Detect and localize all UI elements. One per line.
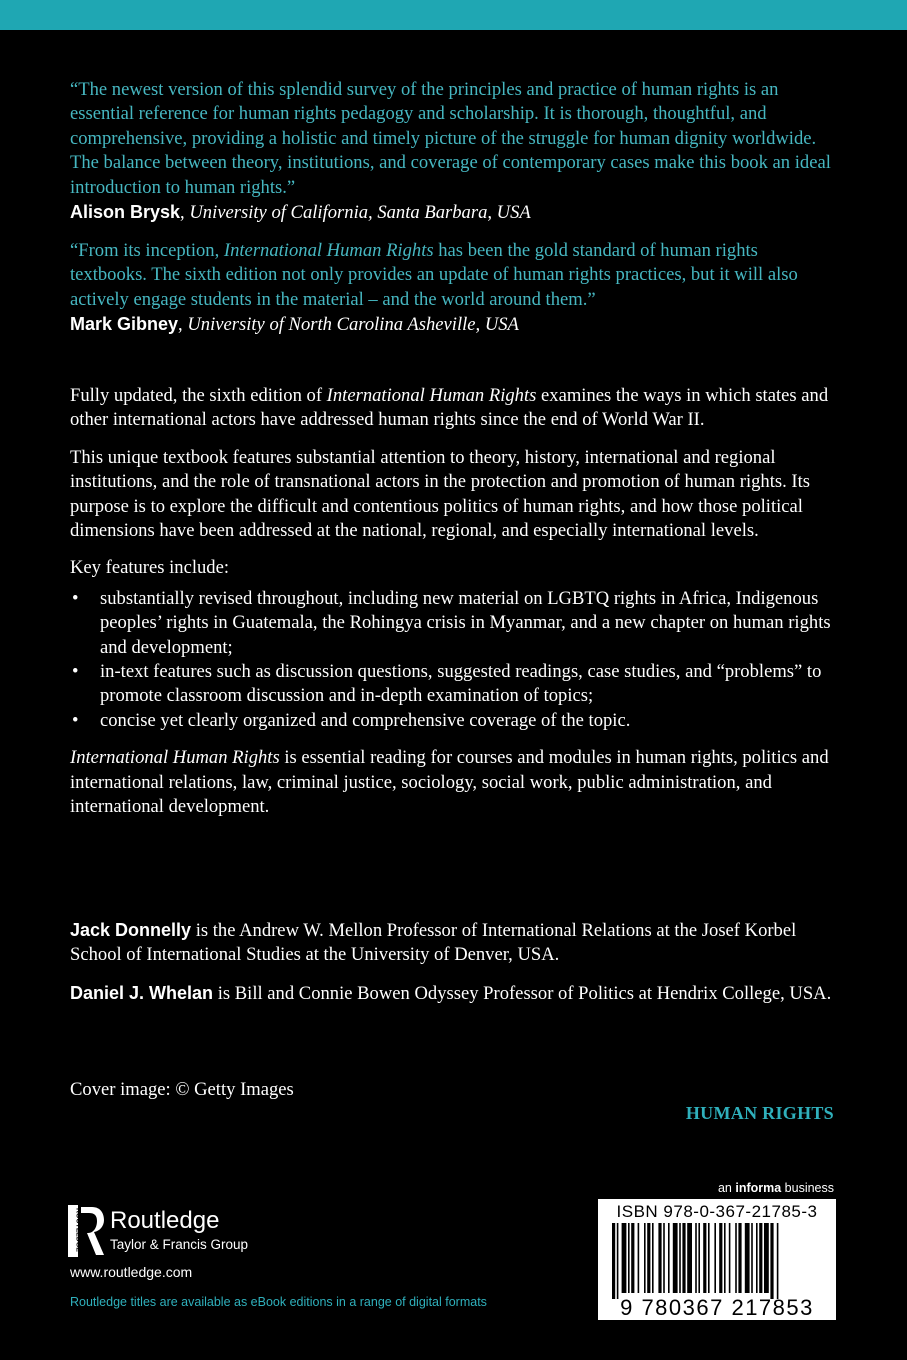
barcode-bar — [719, 1223, 722, 1293]
barcode-bar — [729, 1223, 731, 1293]
p1-start: Fully updated, the sixth edition of — [70, 385, 327, 406]
barcode-digits: 9 780367 217853 — [620, 1295, 814, 1320]
quote-2-text-start: “From its inception, — [70, 240, 224, 261]
barcode-bar — [612, 1223, 615, 1299]
quote-2-text — [70, 239, 836, 312]
p1-book-title: International Human Rights — [326, 385, 537, 406]
publisher-website-link[interactable]: www.routledge.com — [70, 1264, 193, 1280]
barcode-bar — [638, 1223, 640, 1293]
author-1-name: Jack Donnelly — [70, 920, 192, 940]
author-bio-2 — [70, 981, 836, 1006]
author-2-bio: is Bill and Connie Bowen Odyssey Professor of Politics at Hendrix College, USA. — [213, 982, 832, 1004]
list-item — [70, 660, 836, 709]
barcode-bar — [751, 1223, 753, 1293]
barcode-bar — [714, 1223, 716, 1293]
barcode-bar — [644, 1223, 646, 1293]
barcode-bar — [698, 1223, 700, 1293]
barcode-bar — [695, 1223, 697, 1293]
subject-label: HUMAN RIGHTS — [685, 1103, 834, 1123]
description-paragraph-3 — [70, 746, 836, 819]
quote-2-attribution: Mark Gibney, University of North Carolina Asheville, USA — [70, 314, 519, 336]
publisher-name: Routledge — [110, 1207, 220, 1234]
barcode-bar — [735, 1223, 737, 1293]
quote-1-affiliation: University of California, Santa Barbara, USA — [189, 202, 531, 224]
barcode-bar — [617, 1223, 619, 1299]
author-bio-1 — [70, 918, 836, 968]
barcode-bar — [679, 1223, 681, 1293]
p3-end: is essential reading for courses and modules in human rights, politics and international relations, law, criminal justice, sociology, social work, public administration, and international development. — [70, 747, 829, 818]
list-item — [70, 709, 836, 733]
book-description — [70, 384, 836, 820]
barcode-bar — [759, 1223, 762, 1293]
barcode-bar — [708, 1223, 710, 1293]
top-accent-bar — [0, 0, 907, 30]
logo-vertical-text: ROUTLEDGE — [74, 1208, 82, 1252]
quote-2-book-title: International Human Rights — [223, 240, 434, 261]
p3-book-title: International Human Rights — [70, 747, 280, 769]
author-2-name: Daniel J. Whelan — [70, 982, 214, 1003]
barcode-bar — [724, 1223, 726, 1293]
author-1-bio: is the Andrew W. Mellon Professor of International Relations at the Josef Korbel School of International Studies at the University of Denver, USA. — [70, 920, 797, 966]
bullet: • — [72, 661, 79, 683]
informa-business-note — [718, 1181, 834, 1195]
barcode-bar — [682, 1223, 685, 1293]
ebook-note: Routledge titles are available as eBook editions in a range of digital formats — [70, 1295, 487, 1309]
barcode-bar — [631, 1223, 634, 1293]
barcode-bar — [703, 1223, 706, 1293]
isbn-barcode — [598, 1199, 836, 1320]
quote-1-author: Alison Brysk — [70, 202, 181, 223]
barcode-bar — [628, 1223, 630, 1293]
description-paragraph-1 — [70, 384, 836, 433]
barcode-bar — [622, 1223, 627, 1293]
barcode-bar — [658, 1223, 661, 1293]
barcode-bar — [745, 1223, 750, 1293]
bullet: • — [72, 709, 79, 731]
quote-1-attribution: Alison Brysk, University of California, Santa Barbara, USA — [70, 202, 531, 224]
barcode-bars-icon — [612, 1223, 822, 1299]
barcode-bar — [673, 1223, 678, 1293]
p1-end: examines the ways in which states and other international actors have addressed human rights since the end of World War II. — [70, 385, 829, 431]
informa-prefix: an — [717, 1181, 736, 1195]
cover-image-credit: Cover image: © Getty Images — [70, 1079, 294, 1100]
quote-2-text-end: has been the gold standard of human rights textbooks. The sixth edition not only provides an update of human rights practices, but it will also actively engage students in the material – and the world around them.” — [70, 240, 798, 310]
barcode-bar — [668, 1223, 670, 1293]
feature-text: in-text features such as discussion questions, suggested readings, case studies, and “problems” to promote classroom discussion and in-depth examination of topics; — [100, 661, 822, 707]
features-intro: Key features include: — [70, 557, 230, 579]
barcode-bar — [770, 1223, 773, 1299]
publisher-group: Taylor & Francis Group — [110, 1237, 249, 1252]
routledge-logo-icon — [68, 1205, 104, 1257]
description-paragraph-2: This unique textbook features substantial attention to theory, history, international and regional institutions, and the role of transnational actors in the protection and promotion of human rights. Its purpose is to explore the difficult and contentious politics of human rights, and how those political dimensions have been addressed at the national, regional, and especially international levels. — [70, 446, 810, 542]
bullet: • — [72, 587, 79, 609]
quote-2-author: Mark Gibney — [70, 314, 179, 335]
review-quote-1 — [70, 78, 836, 225]
quote-1-text: “The newest version of this splendid survey of the principles and practice of human rights is an essential reference for human rights pedagogy and scholarship. It is thorough, thoughtful, and comprehensive, providing a holistic and timely picture of the struggle for human dignity worldwide. The balance between theory, institutions, and coverage of contemporary cases make this book an ideal introduction to human rights.” — [70, 79, 831, 198]
barcode-bar — [687, 1223, 692, 1293]
barcode-bar — [652, 1223, 654, 1293]
informa-suffix: business — [781, 1181, 834, 1195]
author-bios — [70, 918, 836, 1006]
informa-word: informa — [735, 1181, 782, 1195]
feature-text: concise yet clearly organized and comprehensive coverage of the topic. — [100, 709, 631, 731]
barcode-bar — [756, 1223, 758, 1293]
barcode-bar — [738, 1223, 741, 1293]
quote-2-affiliation: University of North Carolina Asheville, USA — [187, 314, 519, 336]
barcode-bar — [764, 1223, 769, 1293]
barcode-bar — [663, 1223, 665, 1293]
review-quote-2 — [70, 239, 836, 338]
feature-text: substantially revised throughout, including new material on LGBTQ rights in Africa, Indigenous peoples’ rights in Guatemala, the Rohingya crisis in Myanmar, and a new chapter on human rights and development; — [100, 587, 831, 658]
barcode-bar — [777, 1223, 779, 1299]
list-item — [70, 587, 836, 660]
isbn-label: ISBN 978-0-367-21785-3 — [616, 1202, 818, 1221]
features-list — [70, 587, 836, 733]
barcode-bar — [647, 1223, 650, 1293]
